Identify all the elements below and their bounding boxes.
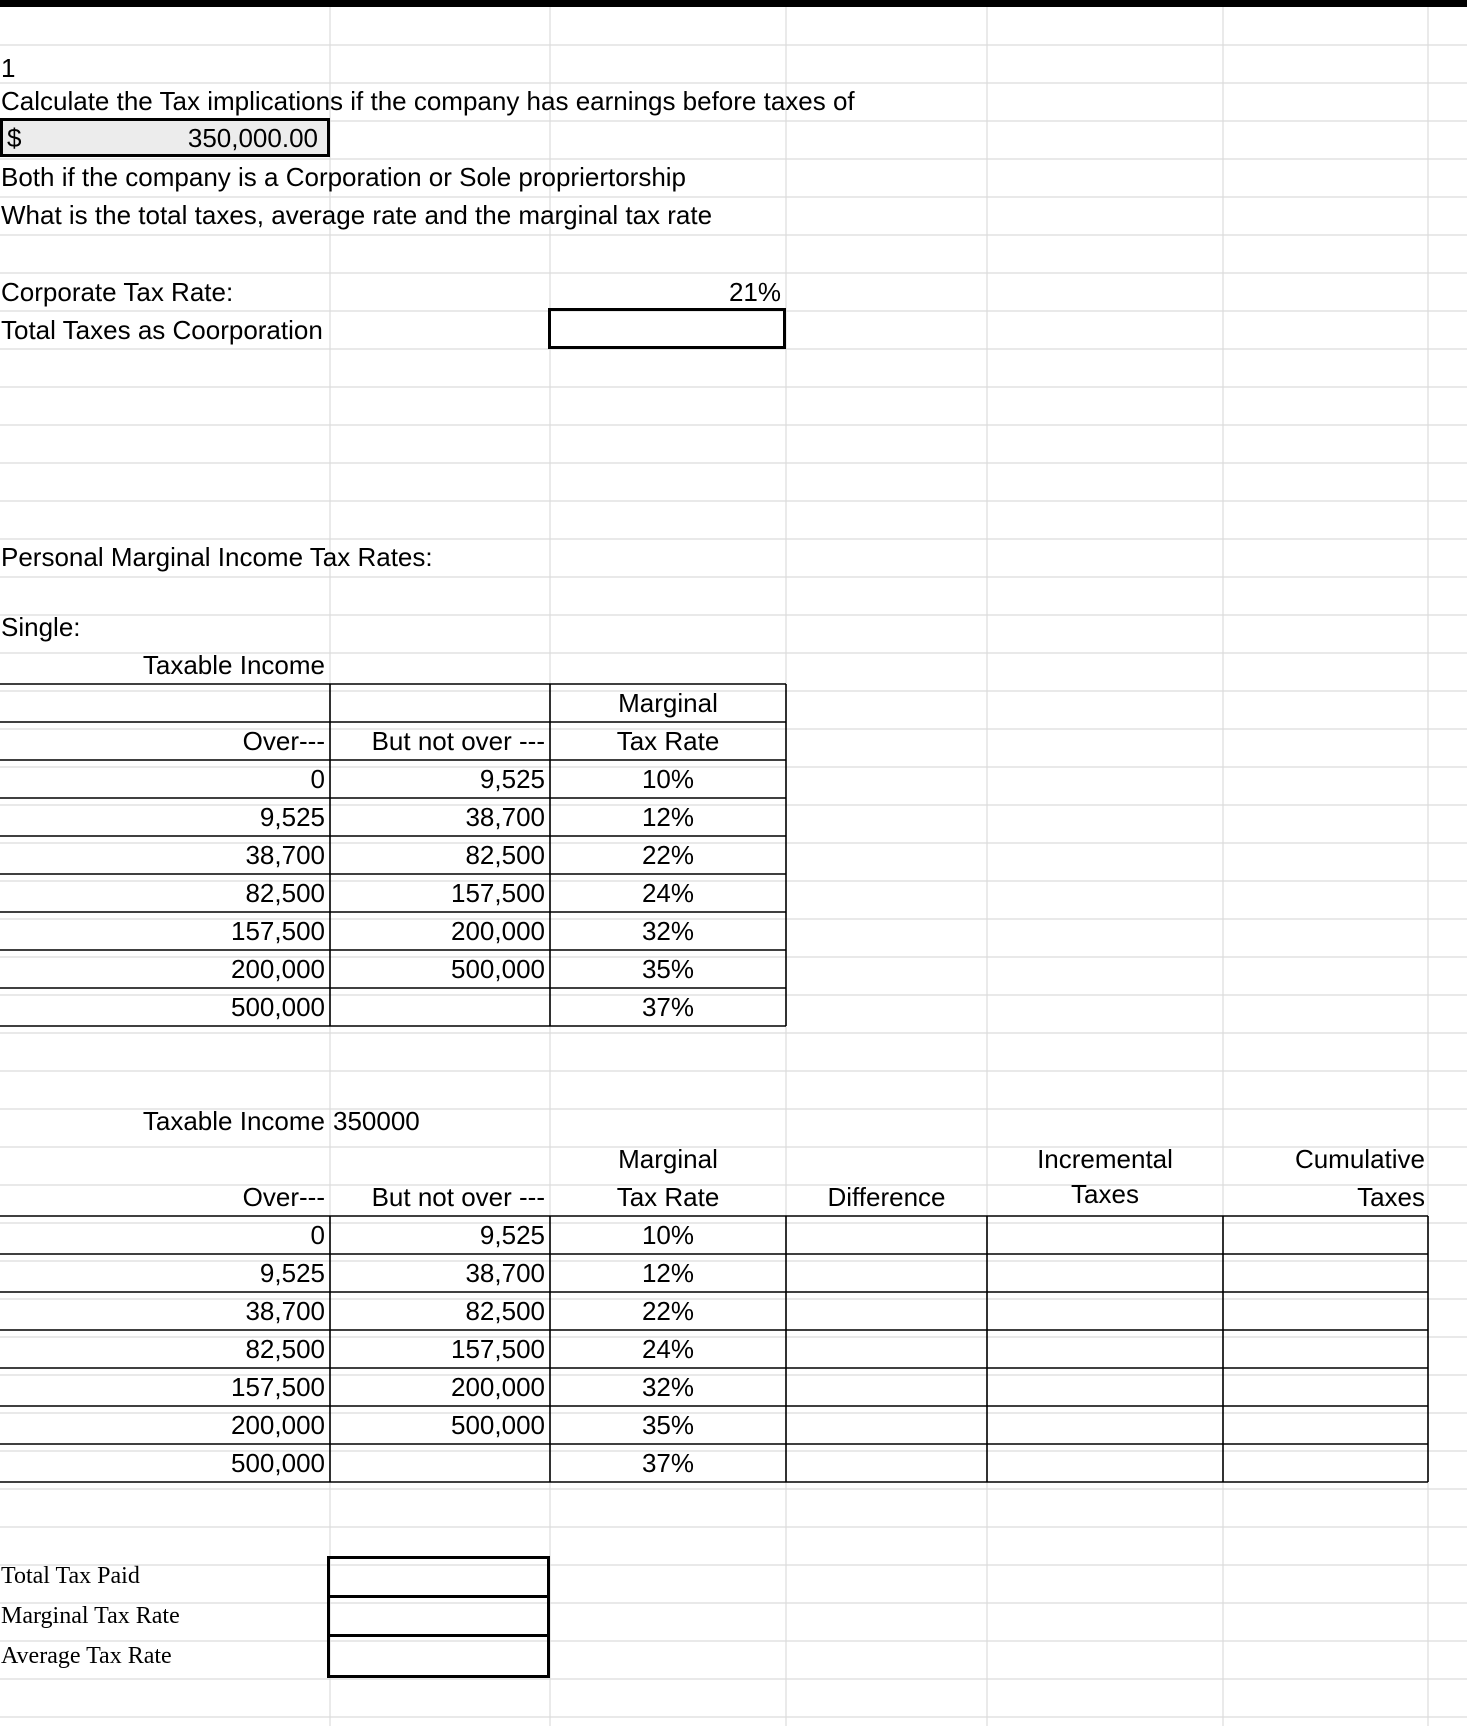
- table2-row-4-rate[interactable]: 32%: [641, 1372, 695, 1402]
- table2-taxable-income-value[interactable]: 350000: [333, 1106, 420, 1136]
- table2-taxable-income-label[interactable]: Taxable Income: [142, 1106, 325, 1136]
- table2-row-2-over[interactable]: 38,700: [245, 1296, 325, 1326]
- table2-row-3-over[interactable]: 82,500: [245, 1334, 325, 1364]
- table2-row-3-rate[interactable]: 24%: [641, 1334, 695, 1364]
- table1-row-3-over[interactable]: 82,500: [245, 878, 325, 908]
- table2-not-over-header[interactable]: But not over ---: [371, 1182, 545, 1212]
- table1-row-0-over[interactable]: 0: [310, 764, 325, 794]
- table1-row-5-not-over[interactable]: 500,000: [451, 954, 545, 984]
- total-tax-paid-answer-cell[interactable]: [327, 1556, 550, 1598]
- table2-row-1-over[interactable]: 9,525: [259, 1258, 325, 1288]
- table1-taxable-income-label[interactable]: Taxable Income: [142, 650, 325, 680]
- table2-row-5-over[interactable]: 200,000: [231, 1410, 325, 1440]
- corporate-rate-label[interactable]: Corporate Tax Rate:: [1, 277, 234, 307]
- table1-row-1-not-over[interactable]: 38,700: [465, 802, 545, 832]
- table2-cumulative-header[interactable]: Cumulative: [1294, 1144, 1425, 1174]
- table2-difference-header[interactable]: Difference: [827, 1182, 946, 1212]
- table2-over-header[interactable]: Over---: [242, 1182, 325, 1212]
- table1-row-2-over[interactable]: 38,700: [245, 840, 325, 870]
- table1-row-0-rate[interactable]: 10%: [641, 764, 695, 794]
- table2-row-1-rate[interactable]: 12%: [641, 1258, 695, 1288]
- table1-tax-rate-header[interactable]: Tax Rate: [616, 726, 720, 756]
- average-tax-rate-answer-cell[interactable]: [327, 1634, 550, 1678]
- problem-number-cell[interactable]: 1: [1, 53, 16, 83]
- table2-row-4-over[interactable]: 157,500: [231, 1372, 325, 1402]
- table1-row-3-rate[interactable]: 24%: [641, 878, 695, 908]
- table2-cumulative-taxes-header[interactable]: Taxes: [1357, 1182, 1425, 1212]
- table2-row-2-rate[interactable]: 22%: [641, 1296, 695, 1326]
- table2-row-1-not-over[interactable]: 38,700: [465, 1258, 545, 1288]
- table1-row-6-rate[interactable]: 37%: [641, 992, 695, 1022]
- average-tax-rate-label[interactable]: Average Tax Rate: [1, 1643, 172, 1669]
- table2-taxes-header[interactable]: Taxes: [1071, 1179, 1139, 1209]
- earnings-value: 350,000.00: [187, 123, 318, 153]
- table2-row-3-not-over[interactable]: 157,500: [451, 1334, 545, 1364]
- table1-row-4-over[interactable]: 157,500: [231, 916, 325, 946]
- earnings-currency: $: [7, 123, 22, 153]
- personal-heading[interactable]: Personal Marginal Income Tax Rates:: [1, 542, 433, 572]
- table1-row-5-rate[interactable]: 35%: [641, 954, 695, 984]
- problem-line-4-cell[interactable]: What is the total taxes, average rate and the marginal tax rate: [1, 200, 713, 230]
- marginal-tax-rate-label[interactable]: Marginal Tax Rate: [1, 1603, 180, 1629]
- table2-row-4-not-over[interactable]: 200,000: [451, 1372, 545, 1402]
- total-taxes-corp-label[interactable]: Total Taxes as Coorporation: [1, 315, 323, 345]
- table2-incremental-header[interactable]: Incremental: [1037, 1144, 1173, 1174]
- total-tax-paid-label[interactable]: Total Tax Paid: [1, 1563, 140, 1589]
- table2-row-2-not-over[interactable]: 82,500: [465, 1296, 545, 1326]
- table1-row-1-over[interactable]: 9,525: [259, 802, 325, 832]
- table2-tax-rate-header[interactable]: Tax Rate: [616, 1182, 720, 1212]
- table1-row-4-not-over[interactable]: 200,000: [451, 916, 545, 946]
- table2-row-6-over[interactable]: 500,000: [231, 1448, 325, 1478]
- table1-row-4-rate[interactable]: 32%: [641, 916, 695, 946]
- table2-row-0-over[interactable]: 0: [310, 1220, 325, 1250]
- table1-over-header[interactable]: Over---: [242, 726, 325, 756]
- problem-line-1-cell[interactable]: Calculate the Tax implications if the company has earnings before taxes of: [1, 86, 855, 116]
- table2-row-6-rate[interactable]: 37%: [641, 1448, 695, 1478]
- table2-row-5-rate[interactable]: 35%: [641, 1410, 695, 1440]
- table2-row-5-not-over[interactable]: 500,000: [451, 1410, 545, 1440]
- table1-row-2-rate[interactable]: 22%: [641, 840, 695, 870]
- table2-row-0-not-over[interactable]: 9,525: [479, 1220, 545, 1250]
- table1-row-6-over[interactable]: 500,000: [231, 992, 325, 1022]
- table2-marginal-header[interactable]: Marginal: [618, 1144, 718, 1174]
- table1-marginal-header[interactable]: Marginal: [618, 688, 718, 718]
- single-label[interactable]: Single:: [1, 612, 81, 642]
- table2-row-0-rate[interactable]: 10%: [641, 1220, 695, 1250]
- table1-row-3-not-over[interactable]: 157,500: [451, 878, 545, 908]
- corporate-rate-value[interactable]: 21%: [728, 277, 781, 307]
- table1-row-2-not-over[interactable]: 82,500: [465, 840, 545, 870]
- table1-row-1-rate[interactable]: 12%: [641, 802, 695, 832]
- table1-row-0-not-over[interactable]: 9,525: [479, 764, 545, 794]
- marginal-tax-rate-answer-cell[interactable]: [327, 1595, 550, 1637]
- table1-row-5-over[interactable]: 200,000: [231, 954, 325, 984]
- table1-not-over-header[interactable]: But not over ---: [371, 726, 545, 756]
- problem-line-3-cell[interactable]: Both if the company is a Corporation or Sole propriertorship: [1, 162, 687, 192]
